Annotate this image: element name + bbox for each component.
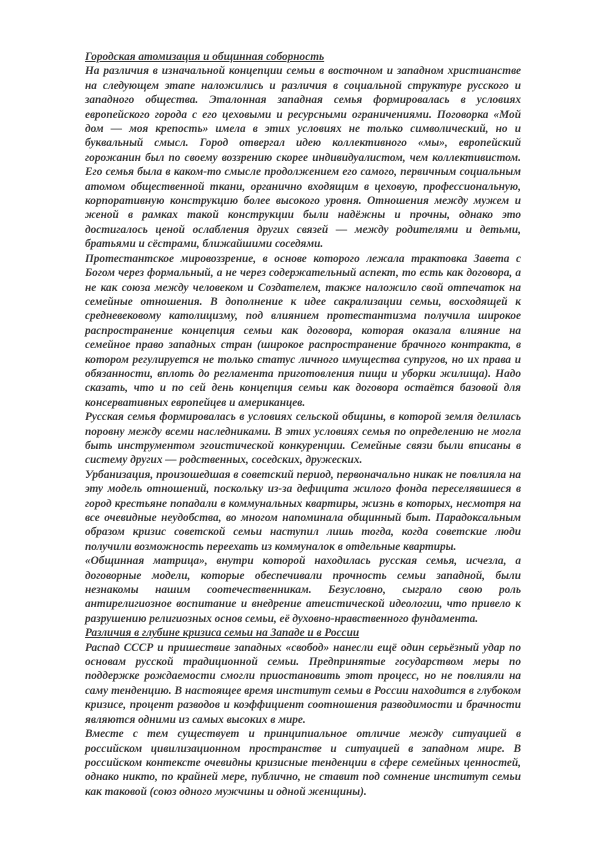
paragraph-east-west-christianity: На различия в изначальной концепции семьи в восточном и западном христианстве на следующем этапе наложились и различия в социальной структуре русского и западного общества. Эталонная западная семья формировалась в условиях европейского города с его цеховыми и ресурсными ограничениями. Поговорка «Мой дом — моя крепость» имела в этих условиях не только символический, но и буквальный смысл. Город отвергал идею коллективного «мы», европейский горожанин был по своему воззрению скорее индивидуалистом, чем коллективистом. Его семья была в каком-то смысле продолжением его самого, первичным социальным атомом общественной ткани, органично входящим в цеховую, профессиональную, корпоративную конструкцию более высокого уровня. Отношения между мужем и женой в рамках такой конструкции были надёжны и прочны, однако это достигалось ценой ослабления других связей — между родителями и детьми, братьями и сёстрами, ближайшими соседями. bbox=[85, 65, 521, 251]
paragraph-principal-difference: Вместе с тем существует и принципиальное отличие между ситуацией в российском цивилизационном пространстве и ситуацией в западном мире. В российском контексте очевидны кризисные тенденции в сфере семейных ценностей, однако никто, по крайней мере, публично, не ставит под сомнение институт семьи как таковой (союз одного мужчины и одной женщины). bbox=[85, 728, 521, 798]
document-content bbox=[85, 50, 521, 799]
section-heading-family-crisis-depth: Различия в глубине кризиса семьи на Западе и в России bbox=[85, 627, 360, 640]
section-heading-urban-atomization: Городская атомизация и общинная соборность bbox=[85, 51, 325, 63]
paragraph-protestant-worldview: Протестантское мировоззрение, в основе которого лежала трактовка Завета с Богом через формальный, а не через содержательный аспект, то есть как договора, а не как союза между человеком и Создателем, также наложило свой отпечаток на семейные отношения. В дополнение к идее сакрализации семьи, восходящей к средневековому католицизму, под влиянием протестантизма получила широкое распространение концепция семьи как договора, которая оказала влияние на семейное право западных стран (широкое распространение брачного контракта, в котором регулируется не только статус личного имущества супругов, но их права и обязанности, вплоть до регламента приготовления пищи и уборки жилища). Надо сказать, что и по сей день концепция семьи как договора остаётся базовой для консервативных европейцев и американцев. bbox=[85, 252, 521, 409]
paragraph-ussr-collapse: Распад СССР и пришествие западных «свобод» нанесли ещё один серьёзный удар по основам русской традиционной семьи. Предпринятые государством меры по поддержке рождаемости смогли приостановить этот процесс, но не повлияли на саму тенденцию. В настоящее время институт семьи в России находится в глубоком кризисе, процент разводов и коэффициент соотношения разводимости и брачности являются одними из самых высоких в мире. bbox=[85, 641, 521, 726]
paragraph-urbanization-soviet-period: Урбанизация, произошедшая в советский период, первоначально никак не повлияла на эту модель отношений, поскольку из-за дефицита жилого фонда переселявшиеся в город крестьяне попадали в коммунальных квартиры, жизнь в которых, несмотря на все очевидные неудобства, во многом напоминала общинный быт. Парадоксальным образом кризис советской семьи наступил лишь тогда, когда советские люди получили возможность переехать из коммуналок в отдельные квартиры. bbox=[85, 468, 521, 553]
paragraph-communal-matrix: «Общинная матрица», внутри которой находилась русская семья, исчезла, а договорные модели, которые обеспечивали прочность семьи западной, были незнакомы нашим соотечественникам. Безусловно, сыграло свою роль антирелигиозное воспитание и внедрение атеистической идеологии, что привело к разрушению религиозных основ семьи, её духовно-нравственного фундамента. bbox=[85, 555, 521, 625]
paragraph-russian-family-commune: Русская семья формировалась в условиях сельской общины, в которой земля делилась поровну между всеми наследниками. В этих условиях семья по определению не могла быть инструментом эгоистической конкуренции. Семейные связи были вписаны в систему других — родственных, соседских, дружеских. bbox=[85, 411, 521, 467]
